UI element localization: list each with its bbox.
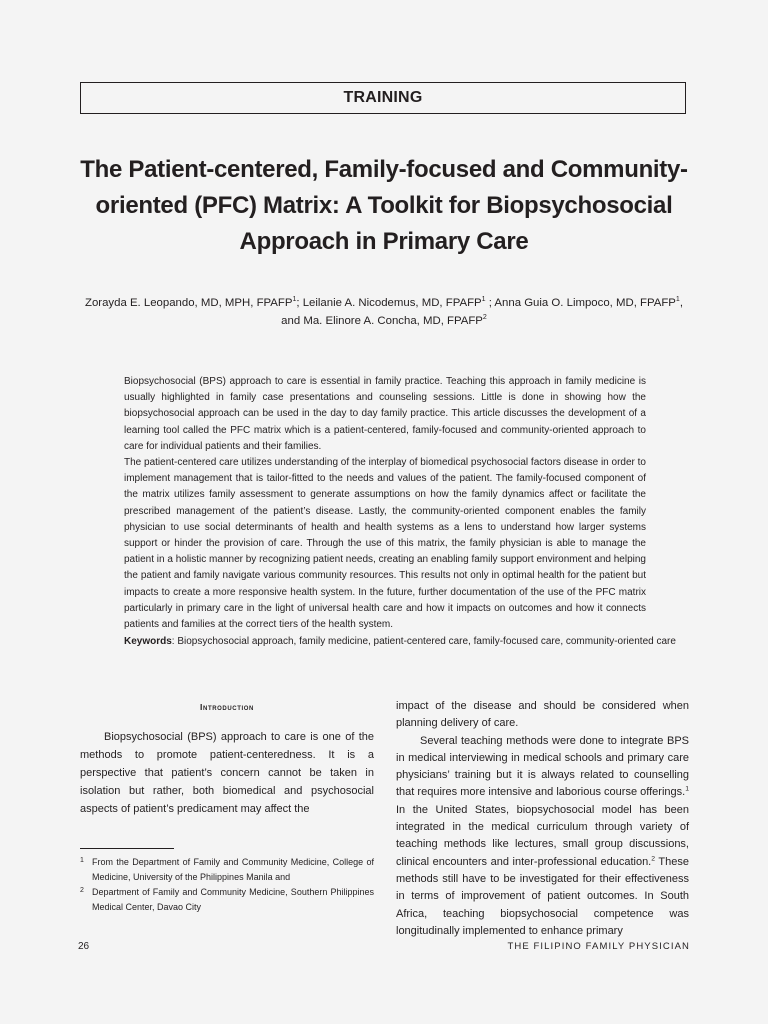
abstract-paragraph-1: Biopsychosocial (BPS) approach to care is essential in family practice. Teaching this approach in family medicine is usually highlighted in family case presentations and counseling sessions. Little is done in showing how the biopsychosocial approach can be used in the day to day family practice. This article discusses the development of a learning tool called the PFC matrix which is a patient-centered, family-focused and community-oriented approach to care for individual patients and their families. xyxy=(124,376,646,452)
right-paragraph-1: impact of the disease and should be considered when planning delivery of care. xyxy=(396,700,689,730)
article-title xyxy=(70,152,698,260)
page-number: 26 xyxy=(78,941,90,952)
introduction-heading: Introduction xyxy=(200,702,254,712)
citation-2: 2 xyxy=(651,855,656,863)
right-paragraph-2-part-c: These methods still have to be investigated for their effectiveness in terms of improvement of patient outcomes. In South Africa, teaching biopsychosocial competence was longitudinally implemented to enhance primary xyxy=(396,855,689,937)
author-3: ; Anna Guia O. Limpoco, MD, FPAFP xyxy=(485,297,676,309)
right-paragraph-2 xyxy=(396,733,689,941)
title-line-2: oriented (PFC) Matrix: A Toolkit for Biopsychosocial xyxy=(95,192,673,219)
author-line-2 xyxy=(84,312,684,330)
author-4: and Ma. Elinore A. Concha, MD, FPAFP xyxy=(281,315,483,327)
abstract-paragraph-2: The patient-centered care utilizes understanding of the interplay of biomedical psychosocial factors disease in order to implement management that is tailor-fitted to the needs and values of the patient. The family-focused component of the matrix utilizes family assessment to generate assumptions on how the family dynamics affect or facilitate the prescribed management of the patient’s disease. Lastly, the community-oriented component enables the family physician to use social determinants of health and health systems as a lens to understand how larger systems support or hinder the provision of care. Through the use of this matrix, the family physician is able to manage the patient in a holistic manner by recognizing patient needs, creating an enabling family support environment and helping the patient and family navigate various community resources. This results not only in optimal health for the patient but impacts to create a more responsive health system. In the future, further documentation of the use of the PFC matrix particularly in primary care in the light of universal health care and how it impacts on outcomes and how it connects patients and families at the correct tiers of the health system. xyxy=(124,457,646,631)
footnotes xyxy=(80,855,374,915)
right-paragraph-2-part-b: In the United States, biopsychosocial model has been integrated in the medical curriculum through variety of teaching methods like lectures, small group discussions, clinical encounters and inter-professional education. xyxy=(396,803,689,868)
abstract xyxy=(124,374,646,633)
author-2: ; Leilanie A. Nicodemus, MD, FPAFP xyxy=(296,297,482,309)
author-4-affiliation: 2 xyxy=(482,314,487,322)
keywords-label: Keywords xyxy=(124,636,172,647)
footnote-divider xyxy=(80,848,174,849)
title-line-3: Approach in Primary Care xyxy=(239,228,529,255)
citation-1: 1 xyxy=(685,785,689,793)
section-banner: TRAINING xyxy=(80,82,686,114)
right-paragraph-2-part-a: Several teaching methods were done to integrate BPS in medical interviewing in medical schools and primary care physicians’ training but it is always related to counselling that requires more intensive and laborious course offerings. xyxy=(396,734,689,799)
keywords-text: : Biopsychosocial approach, family medicine, patient-centered care, family-focused care, community-oriented care xyxy=(171,636,676,647)
introduction-paragraph: Biopsychosocial (BPS) approach to care is one of the methods to promote patient-centeredness. It is a perspective that patient’s concern cannot be taken in isolation but rather, both biomedical and psychosocial aspects of patient’s predicament may affect the xyxy=(80,731,374,815)
footnote-2 xyxy=(80,885,374,915)
author-line-1 xyxy=(84,294,684,312)
footnote-2-text: Department of Family and Community Medicine, Southern Philippines Medical Center, Davao City xyxy=(92,887,374,912)
author-1: Zorayda E. Leopando, MD, MPH, FPAFP xyxy=(85,297,293,309)
author-list xyxy=(84,294,684,330)
title-line-1: The Patient-centered, Family-focused and Community- xyxy=(80,156,688,183)
author-line-end: , xyxy=(679,297,683,309)
author-3-affiliation: 1 xyxy=(675,296,680,304)
footnote-1-text: From the Department of Family and Community Medicine, College of Medicine, University of the Philippines Manila and xyxy=(92,857,374,882)
footnote-2-number: 2 xyxy=(80,887,84,894)
left-column xyxy=(80,698,374,818)
right-column xyxy=(396,698,689,940)
footnote-1 xyxy=(80,855,374,885)
journal-name: THE FILIPINO FAMILY PHYSICIAN xyxy=(507,941,690,952)
author-2-affiliation: 1 xyxy=(481,296,486,304)
footnote-1-number: 1 xyxy=(80,857,84,864)
keywords xyxy=(124,634,676,650)
author-1-affiliation: 1 xyxy=(292,296,297,304)
